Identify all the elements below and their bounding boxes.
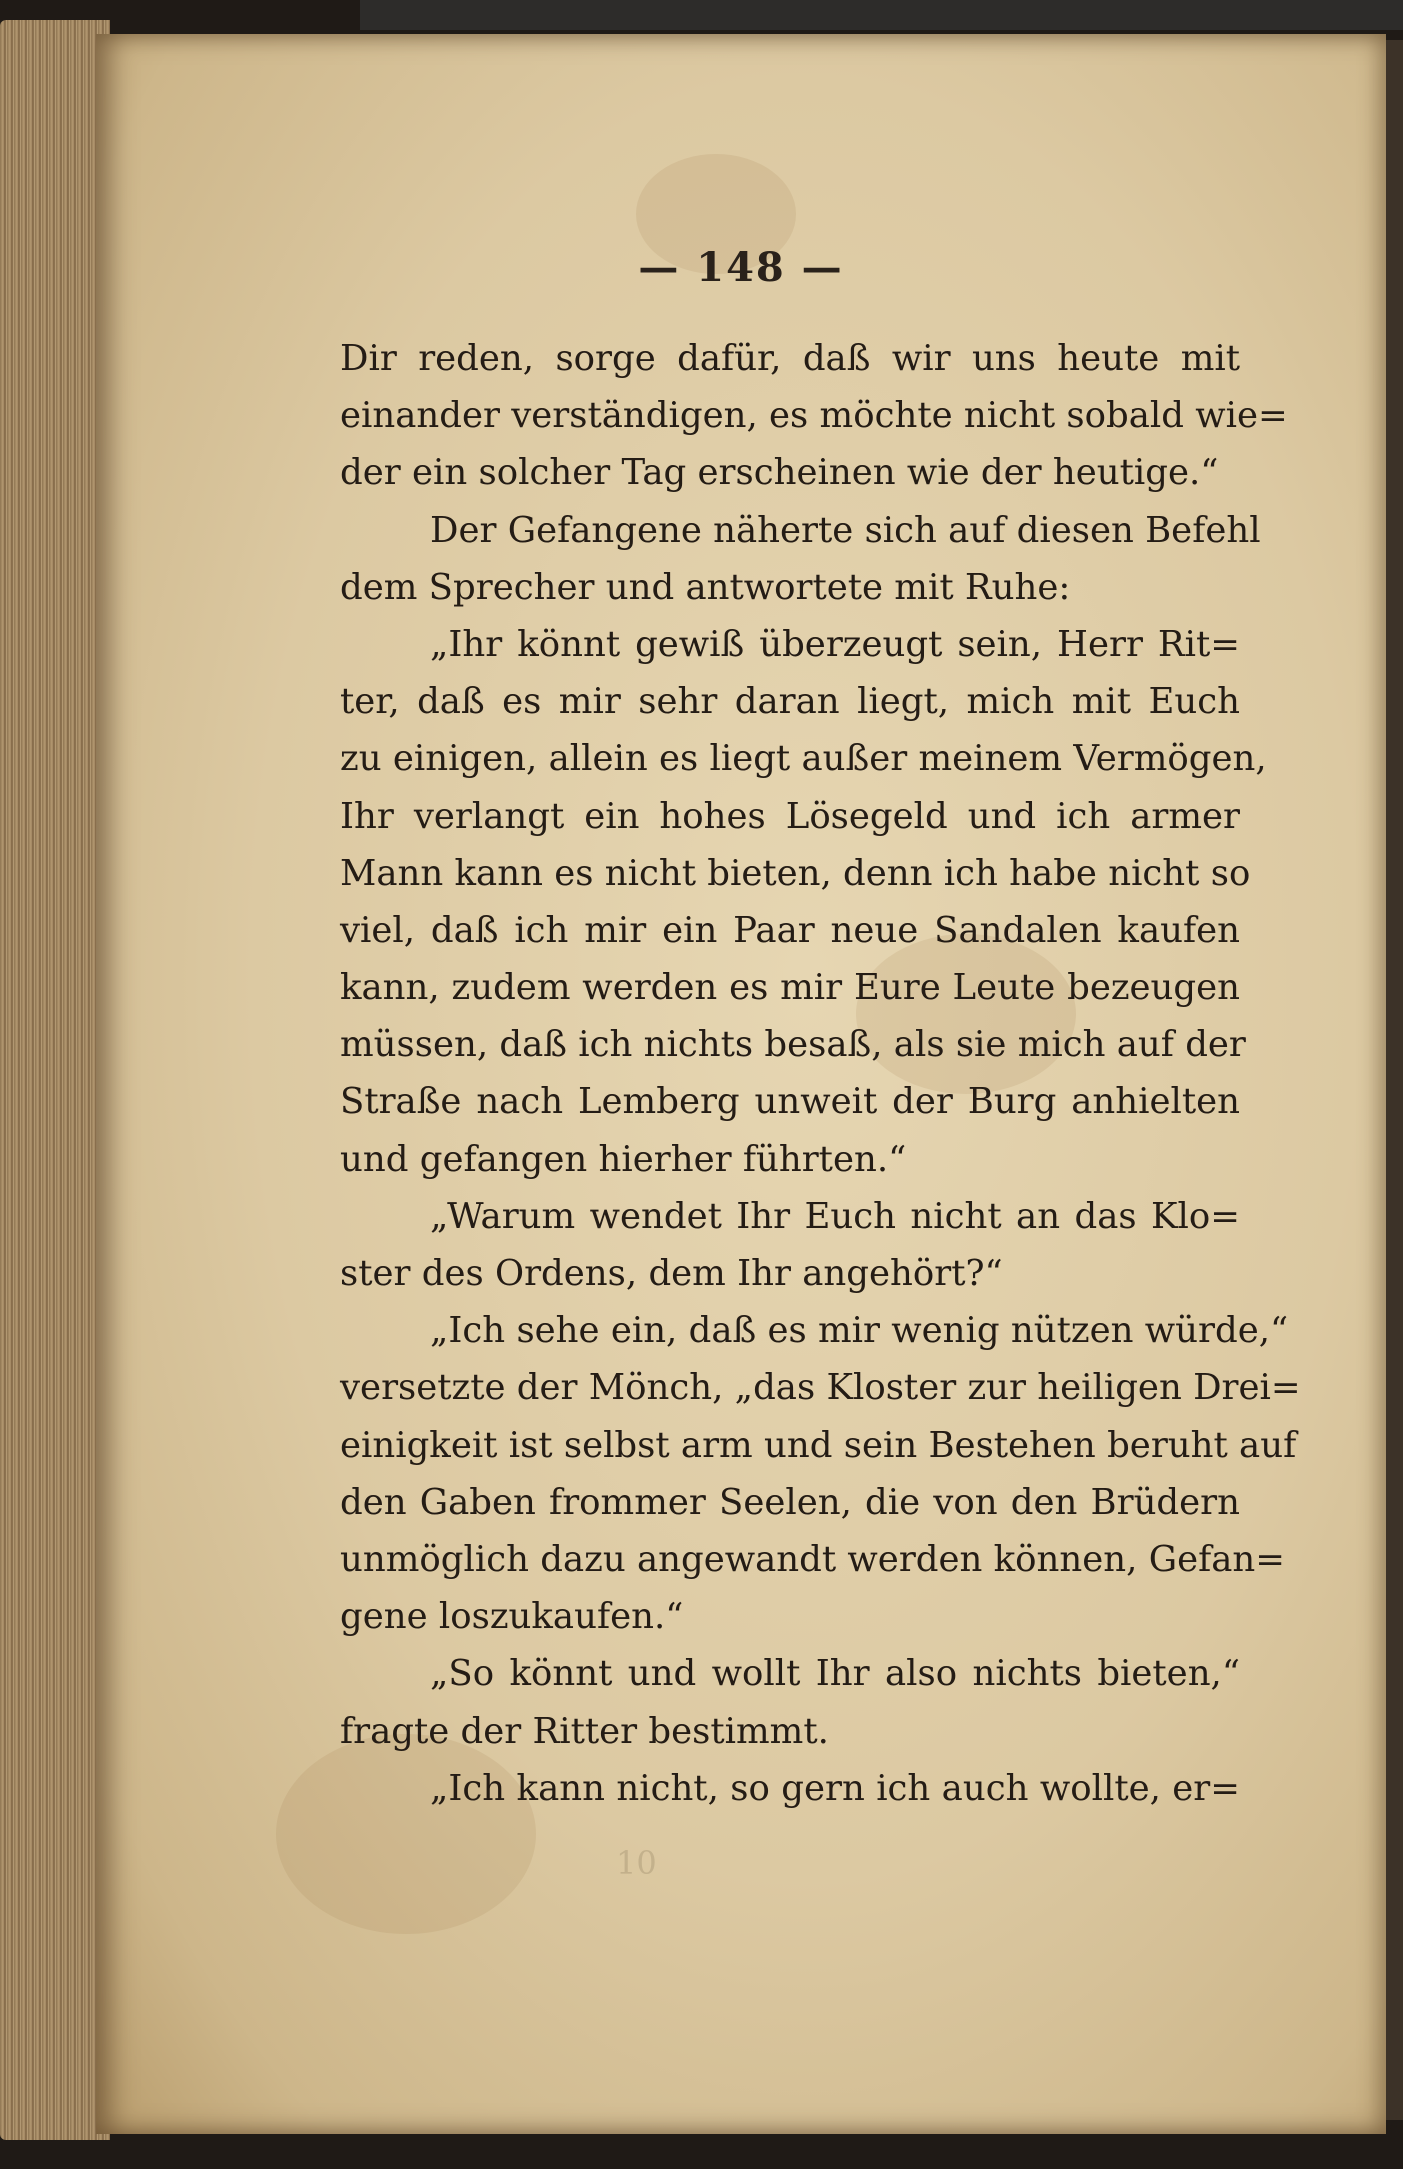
text-line: der ein solcher Tag erscheinen wie der heutige.“ [340, 452, 1219, 494]
text-line: „Ich kann nicht, so gern ich auch wollte, er= [430, 1767, 1240, 1809]
text-line: den Gaben frommer Seelen, die von den Brüdern [340, 1481, 1240, 1523]
text-line: einander verständigen, es möchte nicht sobald wie= [340, 395, 1288, 437]
text-line: „Ihr könnt gewiß überzeugt sein, Herr Rit= [430, 623, 1240, 665]
text-line: unmöglich dazu angewandt werden können, Gefan= [340, 1538, 1285, 1580]
text-line: versetzte der Mönch, „das Kloster zur heiligen Drei= [340, 1367, 1301, 1409]
text-line: müssen, daß ich nichts besaß, als sie mich auf der [340, 1024, 1246, 1066]
text-line: dem Sprecher und antwortete mit Ruhe: [340, 566, 1071, 608]
book-cover-top-edge [360, 0, 1403, 30]
text-line: kann, zudem werden es mir Eure Leute bezeugen [340, 967, 1240, 1009]
text-line: „Ich sehe ein, daß es mir wenig nützen würde,“ [430, 1310, 1289, 1352]
text-line: gene loszukaufen.“ [340, 1596, 684, 1638]
text-line: „So könnt und wollt Ihr also nichts bieten,“ [430, 1653, 1240, 1695]
text-line: Ihr verlangt ein hohes Lösegeld und ich armer [340, 795, 1240, 837]
text-line: ster des Ordens, dem Ihr angehört?“ [340, 1253, 1003, 1294]
text-line: Straße nach Lemberg unweit der Burg anhielten [340, 1081, 1240, 1123]
text-line: zu einigen, allein es liegt außer meinem Vermögen, [340, 738, 1267, 780]
page-number: — 148 — [638, 244, 844, 291]
text-line: und gefangen hierher führten.“ [340, 1138, 907, 1180]
body-text [340, 330, 1301, 1817]
text-line: ter, daß es mir sehr daran liegt, mich mit Euch [340, 681, 1240, 723]
text-line: Dir reden, sorge dafür, daß wir uns heute mit [340, 338, 1240, 379]
text-line: Mann kann es nicht bieten, denn ich habe nicht so [340, 852, 1251, 894]
text-line: „Warum wendet Ihr Euch nicht an das Klo= [430, 1195, 1240, 1237]
text-line: Der Gefangene näherte sich auf diesen Befehl [430, 509, 1261, 551]
text-line: fragte der Ritter bestimmt. [340, 1710, 829, 1752]
text-line: viel, daß ich mir ein Paar neue Sandalen kaufen [340, 909, 1240, 951]
page-edges-stack [0, 20, 110, 2140]
faint-signature-mark: 10 [616, 1844, 657, 1882]
text-line: einigkeit ist selbst arm und sein Bestehen beruht auf [340, 1424, 1297, 1466]
